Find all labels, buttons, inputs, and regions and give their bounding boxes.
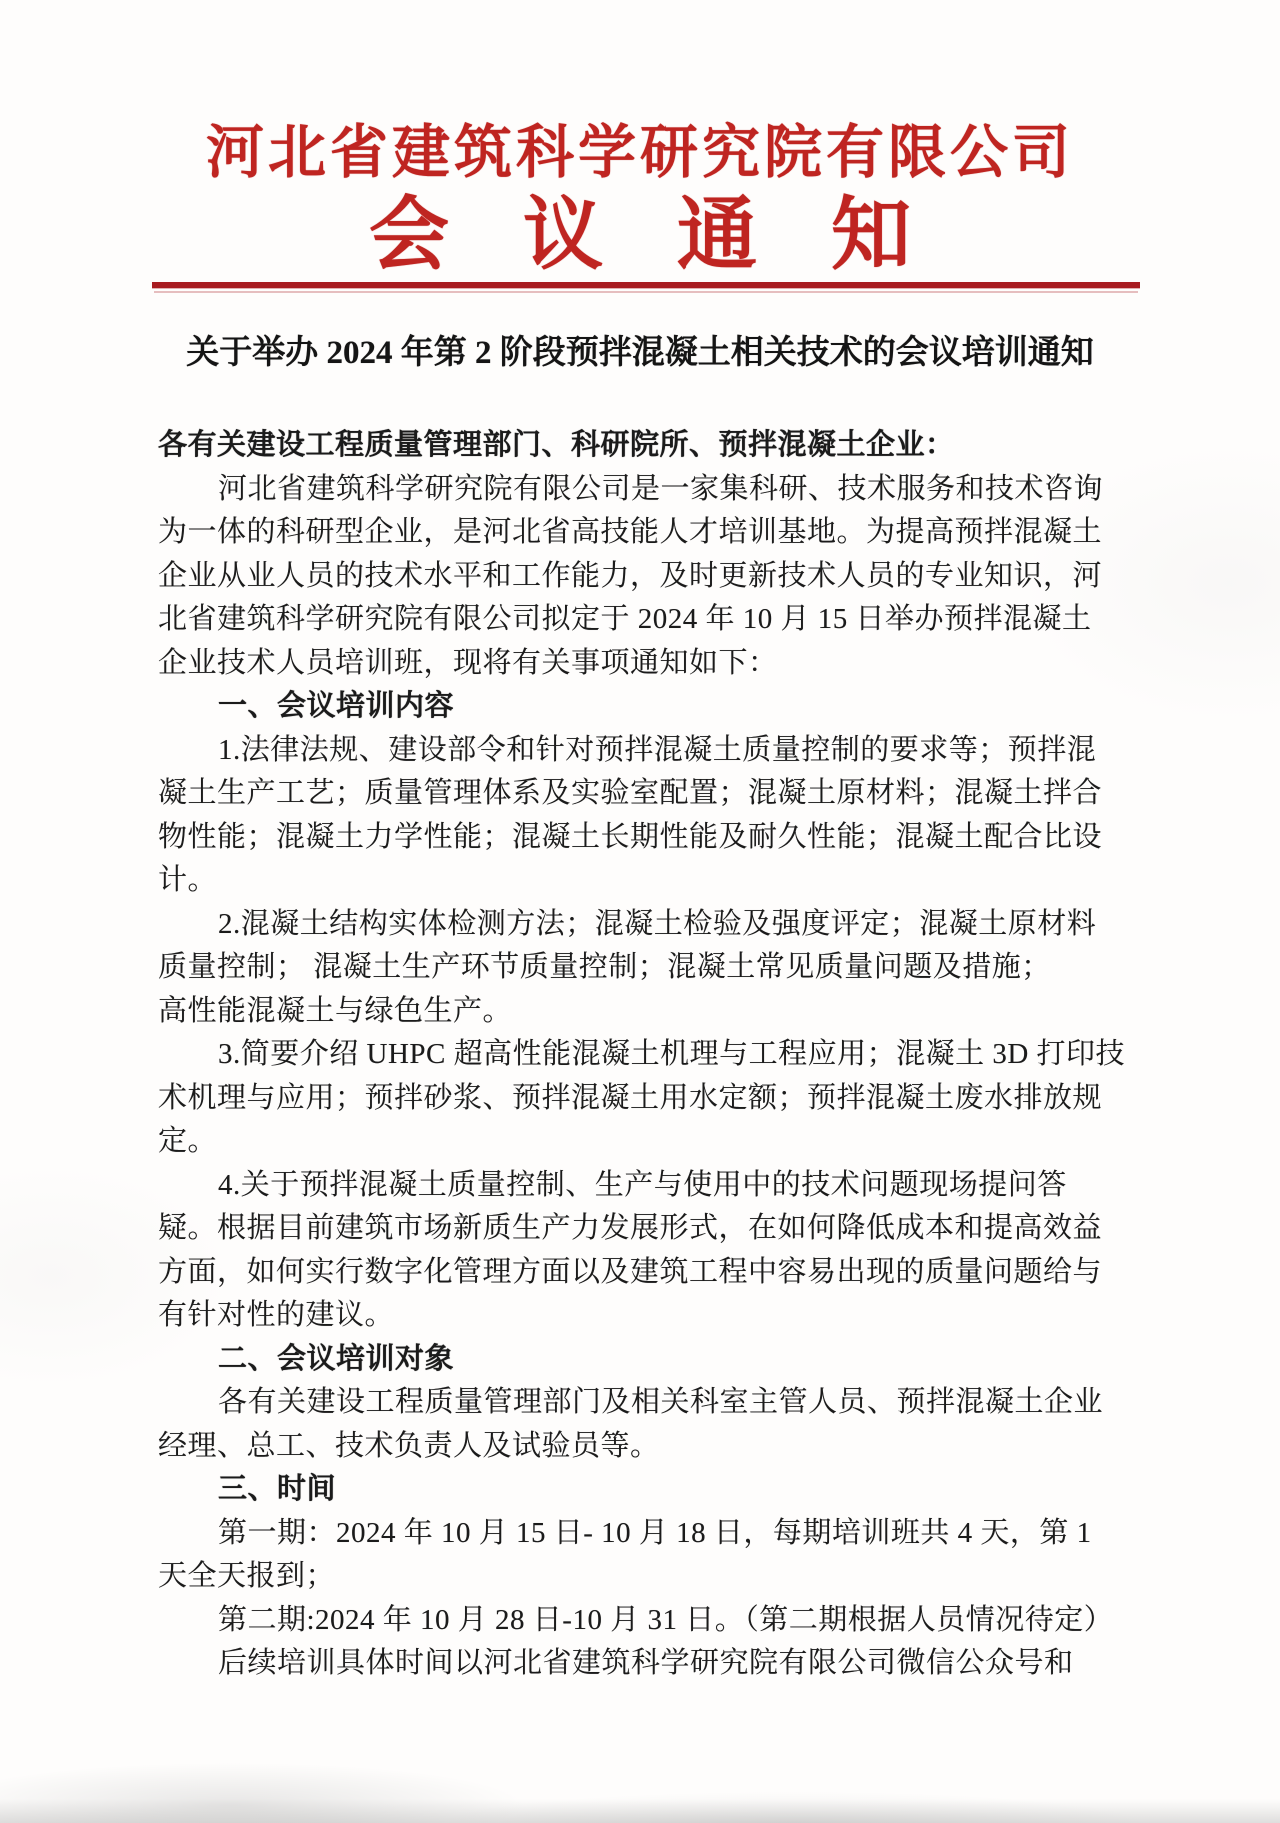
body-line: 各有关建设工程质量管理部门、科研院所、预拌混凝土企业：	[158, 429, 955, 461]
body-line: 2.混凝土结构实体检测方法；混凝土检验及强度评定；混凝土原材料	[218, 907, 1097, 940]
body-line: 疑。根据目前建筑市场新质生产力发展形式，在如何降低成本和提高效益	[158, 1212, 1103, 1244]
notice-subtitle: 关于举办 2024 年第 2 阶段预拌混凝土相关技术的会议培训通知	[186, 335, 1094, 371]
body-line: 4.关于预拌混凝土质量控制、生产与使用中的技术问题现场提问答	[218, 1168, 1067, 1201]
body-line: 各有关建设工程质量管理部门及相关科室主管人员、预拌混凝土企业	[218, 1386, 1104, 1418]
body-line: 1.法律法规、建设部令和针对预拌混凝土质量控制的要求等；预拌混	[218, 733, 1097, 766]
body-line: 第一期：2024 年 10 月 15 日- 10 月 18 日，每期培训班共 4 天，第 1	[218, 1516, 1092, 1549]
body-line: 企业从业人员的技术水平和工作能力，及时更新技术人员的专业知识，河	[158, 559, 1103, 592]
notice-body	[158, 424, 1138, 1686]
body-line: 为一体的科研型企业，是河北省高技能人才培训基地。为提高预拌混凝土	[158, 516, 1103, 548]
body-line: 物性能；混凝土力学性能；混凝土长期性能及耐久性能；混凝土配合比设	[158, 820, 1103, 853]
body-line: 二、会议培训对象	[218, 1342, 455, 1375]
body-line: 企业技术人员培训班，现将有关事项通知如下：	[158, 646, 778, 679]
body-line: 有针对性的建议。	[158, 1299, 395, 1331]
body-line: 一、会议培训内容	[218, 690, 455, 722]
body-line: 河北省建筑科学研究院有限公司是一家集科研、技术服务和技术咨询	[218, 472, 1104, 505]
doc-type-title: 会议通知	[369, 192, 985, 280]
body-line: 经理、总工、技术负责人及试验员等。	[158, 1429, 660, 1462]
header-rule	[152, 282, 1140, 288]
body-line: 后续培训具体时间以河北省建筑科学研究院有限公司微信公众号和	[218, 1647, 1074, 1679]
body-line: 凝土生产工艺；质量管理体系及实验室配置；混凝土原材料；混凝土拌合	[158, 777, 1103, 809]
body-line: 3.简要介绍 UHPC 超高性能混凝土机理与工程应用；混凝土 3D 打印技	[218, 1038, 1126, 1070]
body-line: 计。	[158, 864, 218, 896]
body-line: 质量控制； 混凝土生产环节质量控制；混凝土常见质量问题及措施；	[158, 951, 1051, 983]
body-line: 术机理与应用；预拌砂浆、预拌混凝土用水定额；预拌混凝土废水排放规	[158, 1081, 1103, 1114]
body-line: 定。	[158, 1125, 218, 1157]
body-line: 第二期:2024 年 10 月 28 日-10 月 31 日。（第二期根据人员情况待定）	[218, 1603, 1114, 1636]
body-line: 三、时间	[218, 1473, 337, 1505]
body-line: 天全天报到；	[158, 1560, 336, 1592]
body-line: 北省建筑科学研究院有限公司拟定于 2024 年 10 月 15 日举办预拌混凝土	[158, 603, 1092, 635]
scan-smudge	[0, 1799, 1280, 1823]
org-title: 河北省建筑科学研究院有限公司	[205, 120, 1074, 185]
body-line: 方面，如何实行数字化管理方面以及建筑工程中容易出现的质量问题给与	[158, 1255, 1103, 1288]
body-line: 高性能混凝土与绿色生产。	[158, 994, 513, 1027]
